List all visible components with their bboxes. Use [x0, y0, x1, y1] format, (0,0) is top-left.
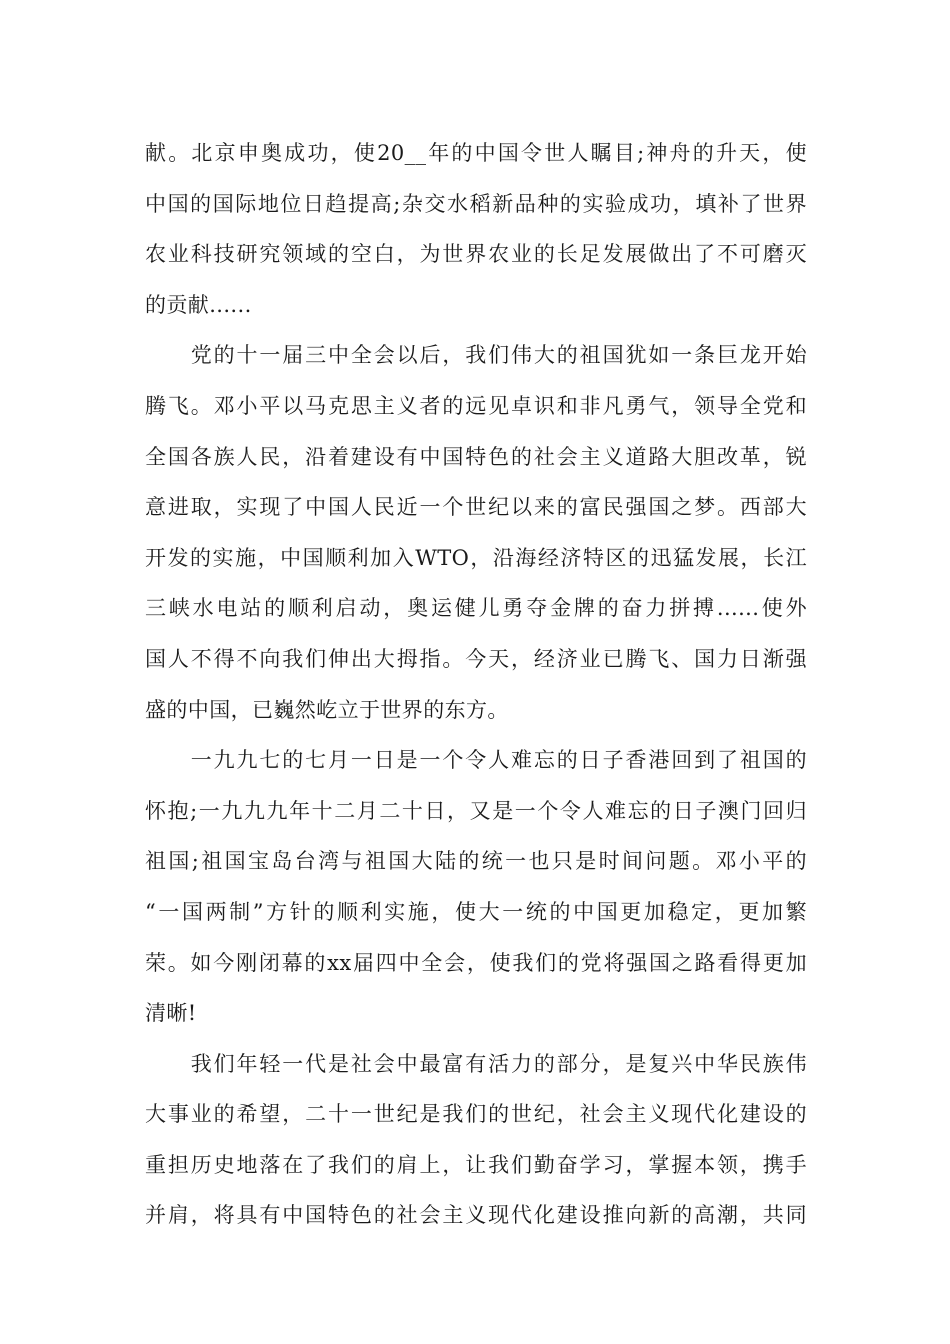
text-line: 国人不得不向我们伸出大拇指。今天，经济业已腾飞、国力日渐强: [145, 646, 807, 671]
text-line: 一九九七的七月一日是一个令人难忘的日子香港回到了祖国的: [145, 748, 807, 773]
text-line: 盛的中国，已巍然屹立于世界的东方。: [145, 697, 509, 722]
text-line: 党的十一届三中全会以后，我们伟大的祖国犹如一条巨龙开始: [145, 343, 807, 368]
text-line: 我们年轻一代是社会中最富有活力的部分，是复兴中华民族伟: [145, 1051, 807, 1076]
text-line: 祖国;祖国宝岛台湾与祖国大陆的统一也只是时间问题。邓小平的: [145, 849, 807, 874]
text-line: 农业科技研究领域的空白，为世界农业的长足发展做出了不可磨灭: [145, 242, 807, 267]
text-line: 开发的实施，中国顺利加入WTO，沿海经济特区的迅猛发展，长江: [145, 545, 807, 570]
text-line: “一国两制”方针的顺利实施，使大一统的中国更加稳定，更加繁: [145, 899, 807, 924]
body-text: [145, 128, 807, 1241]
text-line: 怀抱;一九九九年十二月二十日，又是一个令人难忘的日子澳门回归: [145, 798, 807, 823]
text-line: 荣。如今刚闭幕的xx届四中全会，使我们的党将强国之路看得更加: [145, 950, 807, 975]
text-line: 中国的国际地位日趋提高;杂交水稻新品种的实验成功，填补了世界: [145, 191, 807, 216]
text-line: 献。北京申奥成功，使20__年的中国令世人瞩目;神舟的升天，使: [145, 141, 807, 165]
paragraph-2: [145, 330, 807, 735]
text-line: 重担历史地落在了我们的肩上，让我们勤奋学习，掌握本领，携手: [145, 1152, 807, 1177]
paragraph-1: [145, 128, 807, 330]
text-line: 清晰!: [145, 1001, 197, 1026]
paragraph-4: [145, 1039, 807, 1241]
paragraph-3: [145, 735, 807, 1039]
text-line: 并肩，将具有中国特色的社会主义现代化建设推向新的高潮，共同: [145, 1203, 807, 1228]
text-line: 三峡水电站的顺利启动，奥运健儿勇夺金牌的奋力拼搏......使外: [145, 596, 807, 621]
text-line: 意进取，实现了中国人民近一个世纪以来的富民强国之梦。西部大: [145, 495, 807, 520]
text-line: 的贡献......: [145, 292, 252, 317]
text-line: 腾飞。邓小平以马克思主义者的远见卓识和非凡勇气，领导全党和: [145, 393, 807, 418]
text-line: 大事业的希望，二十一世纪是我们的世纪，社会主义现代化建设的: [145, 1102, 807, 1127]
text-line: 全国各族人民，沿着建设有中国特色的社会主义道路大胆改革，锐: [145, 444, 807, 469]
